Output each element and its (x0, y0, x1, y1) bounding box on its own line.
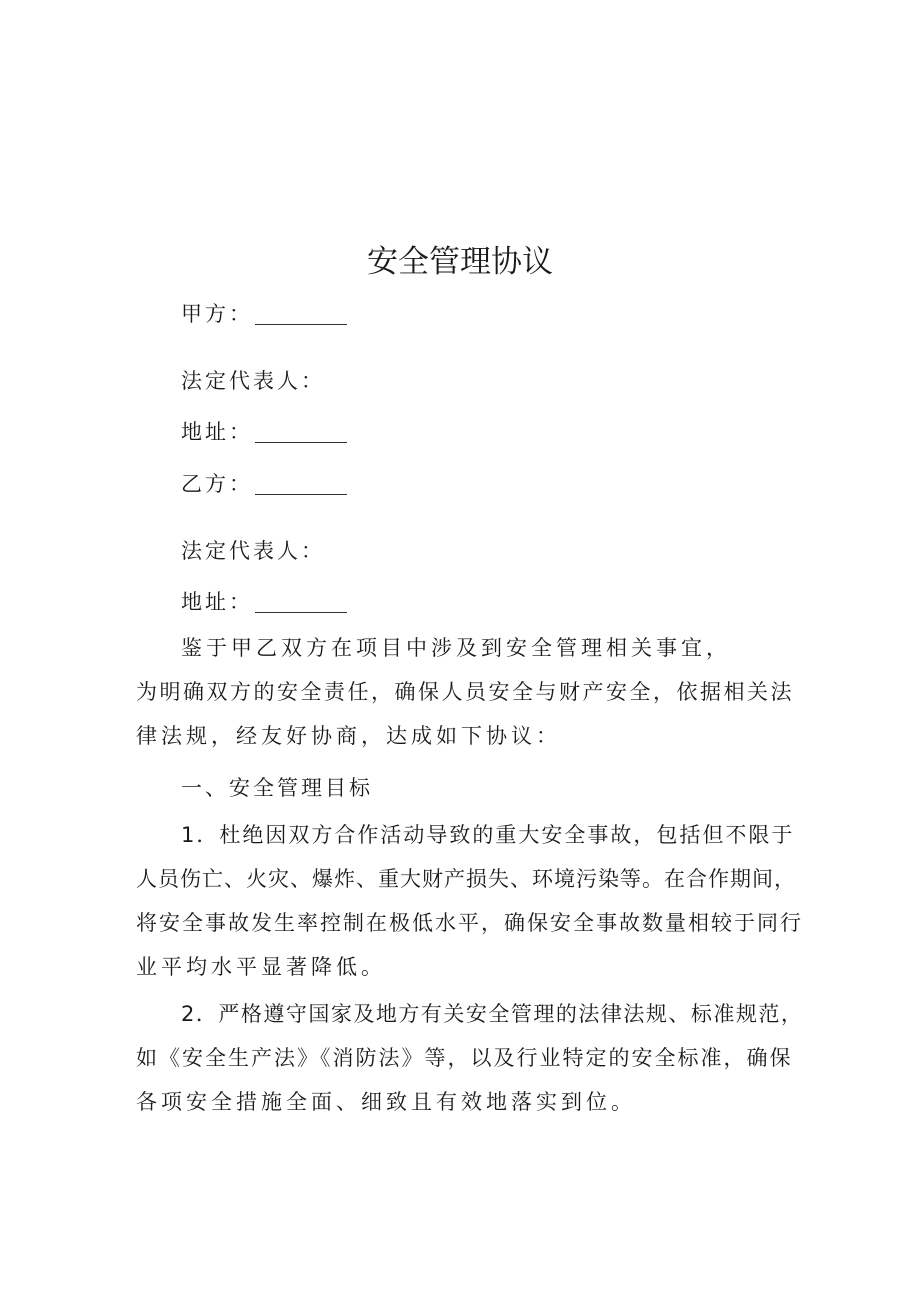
party-a-label: 甲方： (181, 302, 253, 326)
clause-2-line: 2．严格遵守国家及地方有关安全管理的法律法规、标准规范， (181, 1002, 804, 1026)
party-a-blank-line (255, 304, 347, 325)
clause-2-line: 各项安全措施全面、细致且有效地落实到位。 (136, 1090, 636, 1114)
party-b-address-label: 地址： (181, 590, 253, 614)
clause-1-line: 人员伤亡、火灾、爆炸、重大财产损失、环境污染等。在合作期间， (136, 867, 796, 891)
party-b-address-blank-line (255, 592, 347, 613)
party-a-address-field (181, 416, 347, 446)
party-b-field (181, 468, 347, 498)
party-a-representative-label: 法定代表人： (181, 369, 325, 393)
party-b-representative-field (181, 535, 325, 565)
clause-2-paragraph (136, 992, 806, 1124)
clause-1-paragraph (136, 813, 806, 989)
party-a-address-blank-line (255, 422, 347, 443)
party-b-representative-label: 法定代表人： (181, 539, 325, 563)
section-heading-safety-goals: 一、安全管理目标 (181, 776, 373, 800)
preamble-line: 为明确双方的安全责任，确保人员安全与财产安全，依据相关法 (136, 680, 794, 704)
clause-2-line: 如《安全生产法》《消防法》等，以及行业特定的安全标准，确保 (136, 1046, 793, 1070)
clause-1-line: 将安全事故发生率控制在极低水平，确保安全事故数量相较于同行 (136, 911, 803, 935)
party-b-label: 乙方： (181, 472, 253, 496)
clause-1-line: 业平均水平显著降低。 (136, 955, 386, 979)
document-title: 安全管理协议 (367, 244, 553, 280)
preamble-paragraph (136, 626, 806, 758)
clause-1-line: 1．杜绝因双方合作活动导致的重大安全事故，包括但不限于 (181, 823, 795, 847)
party-a-representative-field (181, 365, 325, 395)
preamble-line: 律法规，经友好协商，达成如下协议： (136, 724, 561, 748)
party-b-blank-line (255, 474, 347, 495)
party-a-field (181, 298, 347, 328)
preamble-line: 鉴于甲乙双方在项目中涉及到安全管理相关事宜， (181, 636, 731, 660)
party-a-address-label: 地址： (181, 420, 253, 444)
party-b-address-field (181, 586, 347, 616)
